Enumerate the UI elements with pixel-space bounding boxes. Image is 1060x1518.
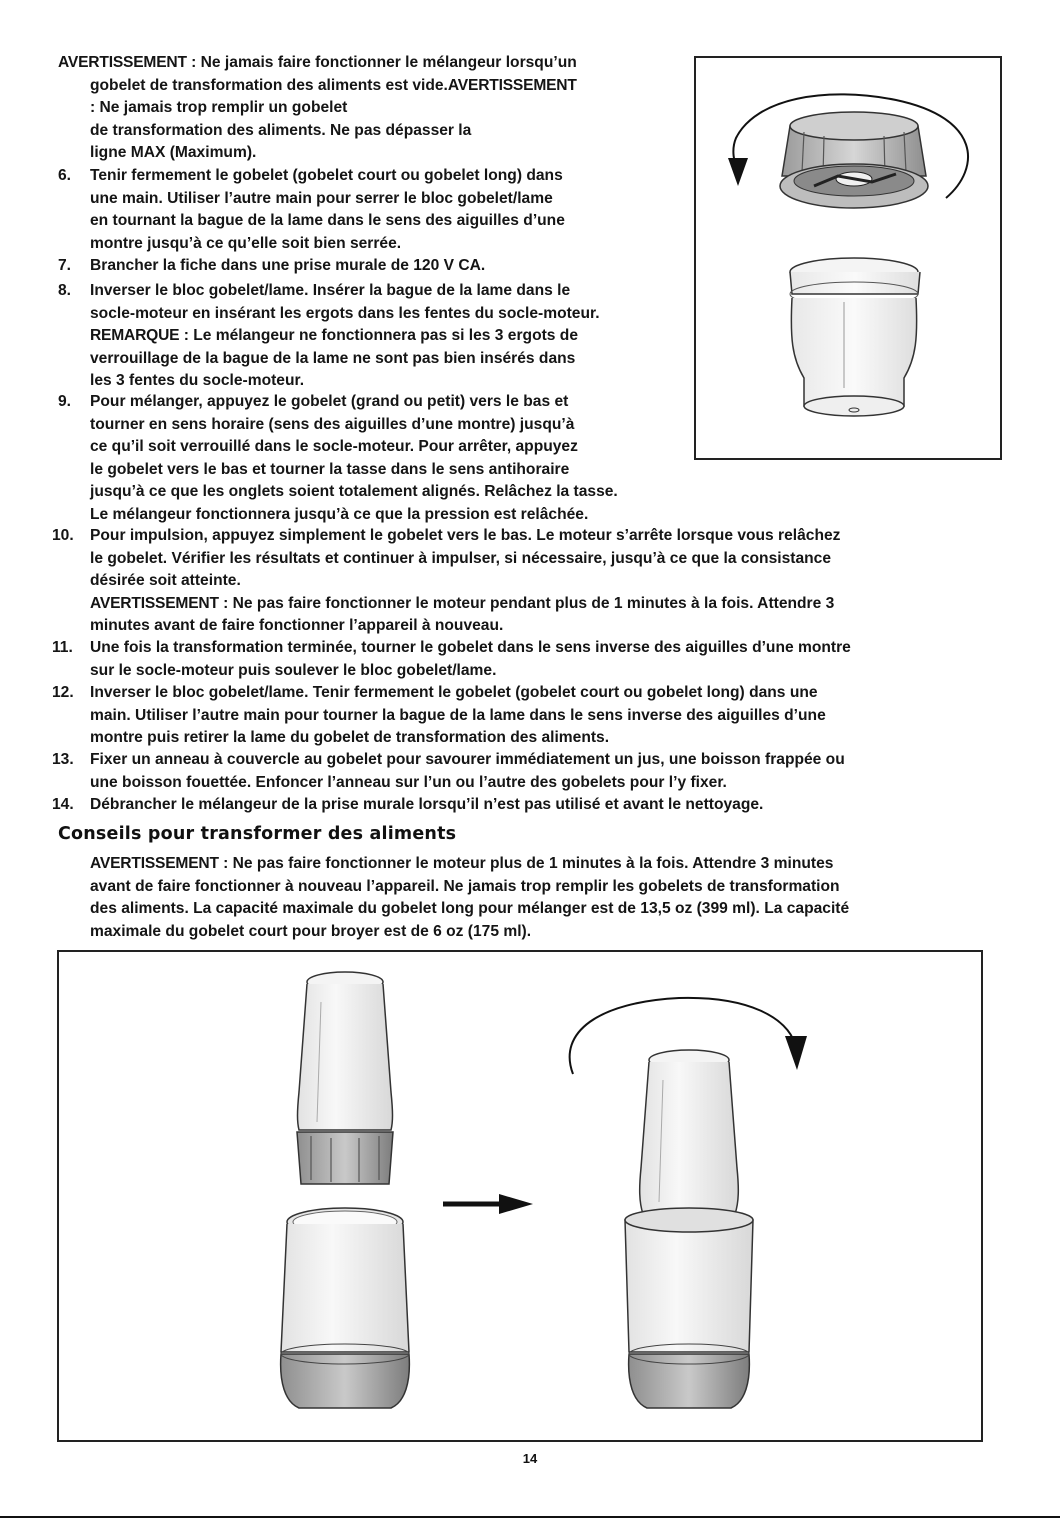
item-number: 7. [58,257,72,274]
item-number: 6. [58,167,72,184]
warning-keyword: AVERTISSEMENT [90,594,219,612]
item-number: 13. [52,751,74,768]
figure-assemble-and-lock [57,950,983,1442]
remark-keyword: REMARQUE [90,327,180,345]
list-item: 12. Inverser le bloc gobelet/lame. Tenir fermement le gobelet (gobelet court ou gobelet long) dans une main. Utiliser l’autre main pour tourner la bague de la lame dans le sens inverse des aiguilles d’une montre puis retirer la lame du gobelet de transformation des aliments. [52,684,826,747]
tips-paragraph: AVERTISSEMENT : Ne pas faire fonctionner le moteur plus de 1 minutes à la fois. Attendre 3 minutes avant de faire fonctionner à nouveau l’appareil. Ne jamais trop remplir les gobelets de transformation des aliments. La capacité maximale du gobelet long pour mélanger est de 13,5 oz (399 ml). La capacité maximale du gobelet court pour broyer est de 6 oz (175 ml). [90,855,850,940]
assembly-illustration [59,952,981,1440]
list-item: 10. Pour impulsion, appuyez simplement le gobelet vers le bas. Le moteur s’arrête lorsque vous relâchez le gobelet. Vérifier les résultats et continuer à impulser, si nécessaire, jusqu’à ce que la consistance désirée soit atteinte. AVERTISSEMENT : Ne pas faire fonctionner le moteur pendant plus de 1 minutes à la fois. Attendre 3 minutes avant de faire fonctionner l’appareil à nouveau. [52,527,841,635]
list-item: 9. Pour mélanger, appuyez le gobelet (grand ou petit) vers le bas et tourner en sens horaire (sens des aiguilles d’une montre) jusqu’à ce qu’il soit verrouillé dans le socle-moteur. Pour arrêter, appuyez le gobelet vers le bas et tourner la tasse dans le sens antihoraire jusqu’à ce que les onglets soient totalement alignés. Relâchez la tasse. Le mélangeur fonctionnera jusqu’à ce que la pression est relâchée. [58,393,618,523]
list-item: 14. Débrancher le mélangeur de la prise murale lorsqu’il n’est pas utilisé et avant le nettoyage. [52,794,763,817]
arrow-right-icon [499,1194,533,1214]
item-number: 14. [52,796,74,813]
list-item: 13. Fixer un anneau à couvercle au gobelet pour savourer immédiatement un jus, une boisson frappée ou une boisson fouettée. Enfoncer l’anneau sur l’un ou l’autre des gobelets pour l’y fixer. [52,751,845,791]
blade-and-cup-illustration [696,58,1000,458]
list-item: 7. Brancher la fiche dans une prise murale de 120 V CA. [58,255,485,278]
item-number: 9. [58,393,72,410]
item-number: 11. [52,639,73,656]
page-number: 14 [522,1451,538,1466]
list-item: 11. Une fois la transformation terminée, tourner le gobelet dans le sens inverse des aiguilles d’une montre sur le socle-moteur puis soulever le bloc gobelet/lame. [52,639,851,679]
warning-keyword: AVERTISSEMENT [90,855,219,872]
section-title: Conseils pour transformer des aliments [58,824,457,844]
warning-keyword: AVERTISSEMENT [58,54,187,71]
item-number: 8. [58,282,72,299]
figure-blade-assembly [694,56,1002,460]
item-number: 12. [52,684,74,701]
list-item: 8. Inverser le bloc gobelet/lame. Insérer la bague de la lame dans le socle-moteur en insérant les ergots dans les fentes du socle-moteur. REMARQUE : Le mélangeur ne fonctionnera pas si les 3 ergots de verrouillage de la bague de la lame ne sont pas bien insérés dans les 3 fentes du socle-moteur. [58,282,600,390]
item-number: 10. [52,527,74,544]
intro-warning: AVERTISSEMENT : Ne jamais faire fonctionner le mélangeur lorsqu’un gobelet de transformation des aliments est vide.AVERTISSEMENT : Ne jamais trop remplir un gobelet de transformation des aliments. Ne pas dépasser la ligne MAX (Maximum). [58,54,577,162]
list-item: 6. Tenir fermement le gobelet (gobelet court ou gobelet long) dans une main. Utiliser l’autre main pour serrer le bloc gobelet/lame en tournant la bague de la lame dans le sens des aiguilles d’une montre jusqu’à ce qu’elle soit bien serrée. [58,167,565,252]
